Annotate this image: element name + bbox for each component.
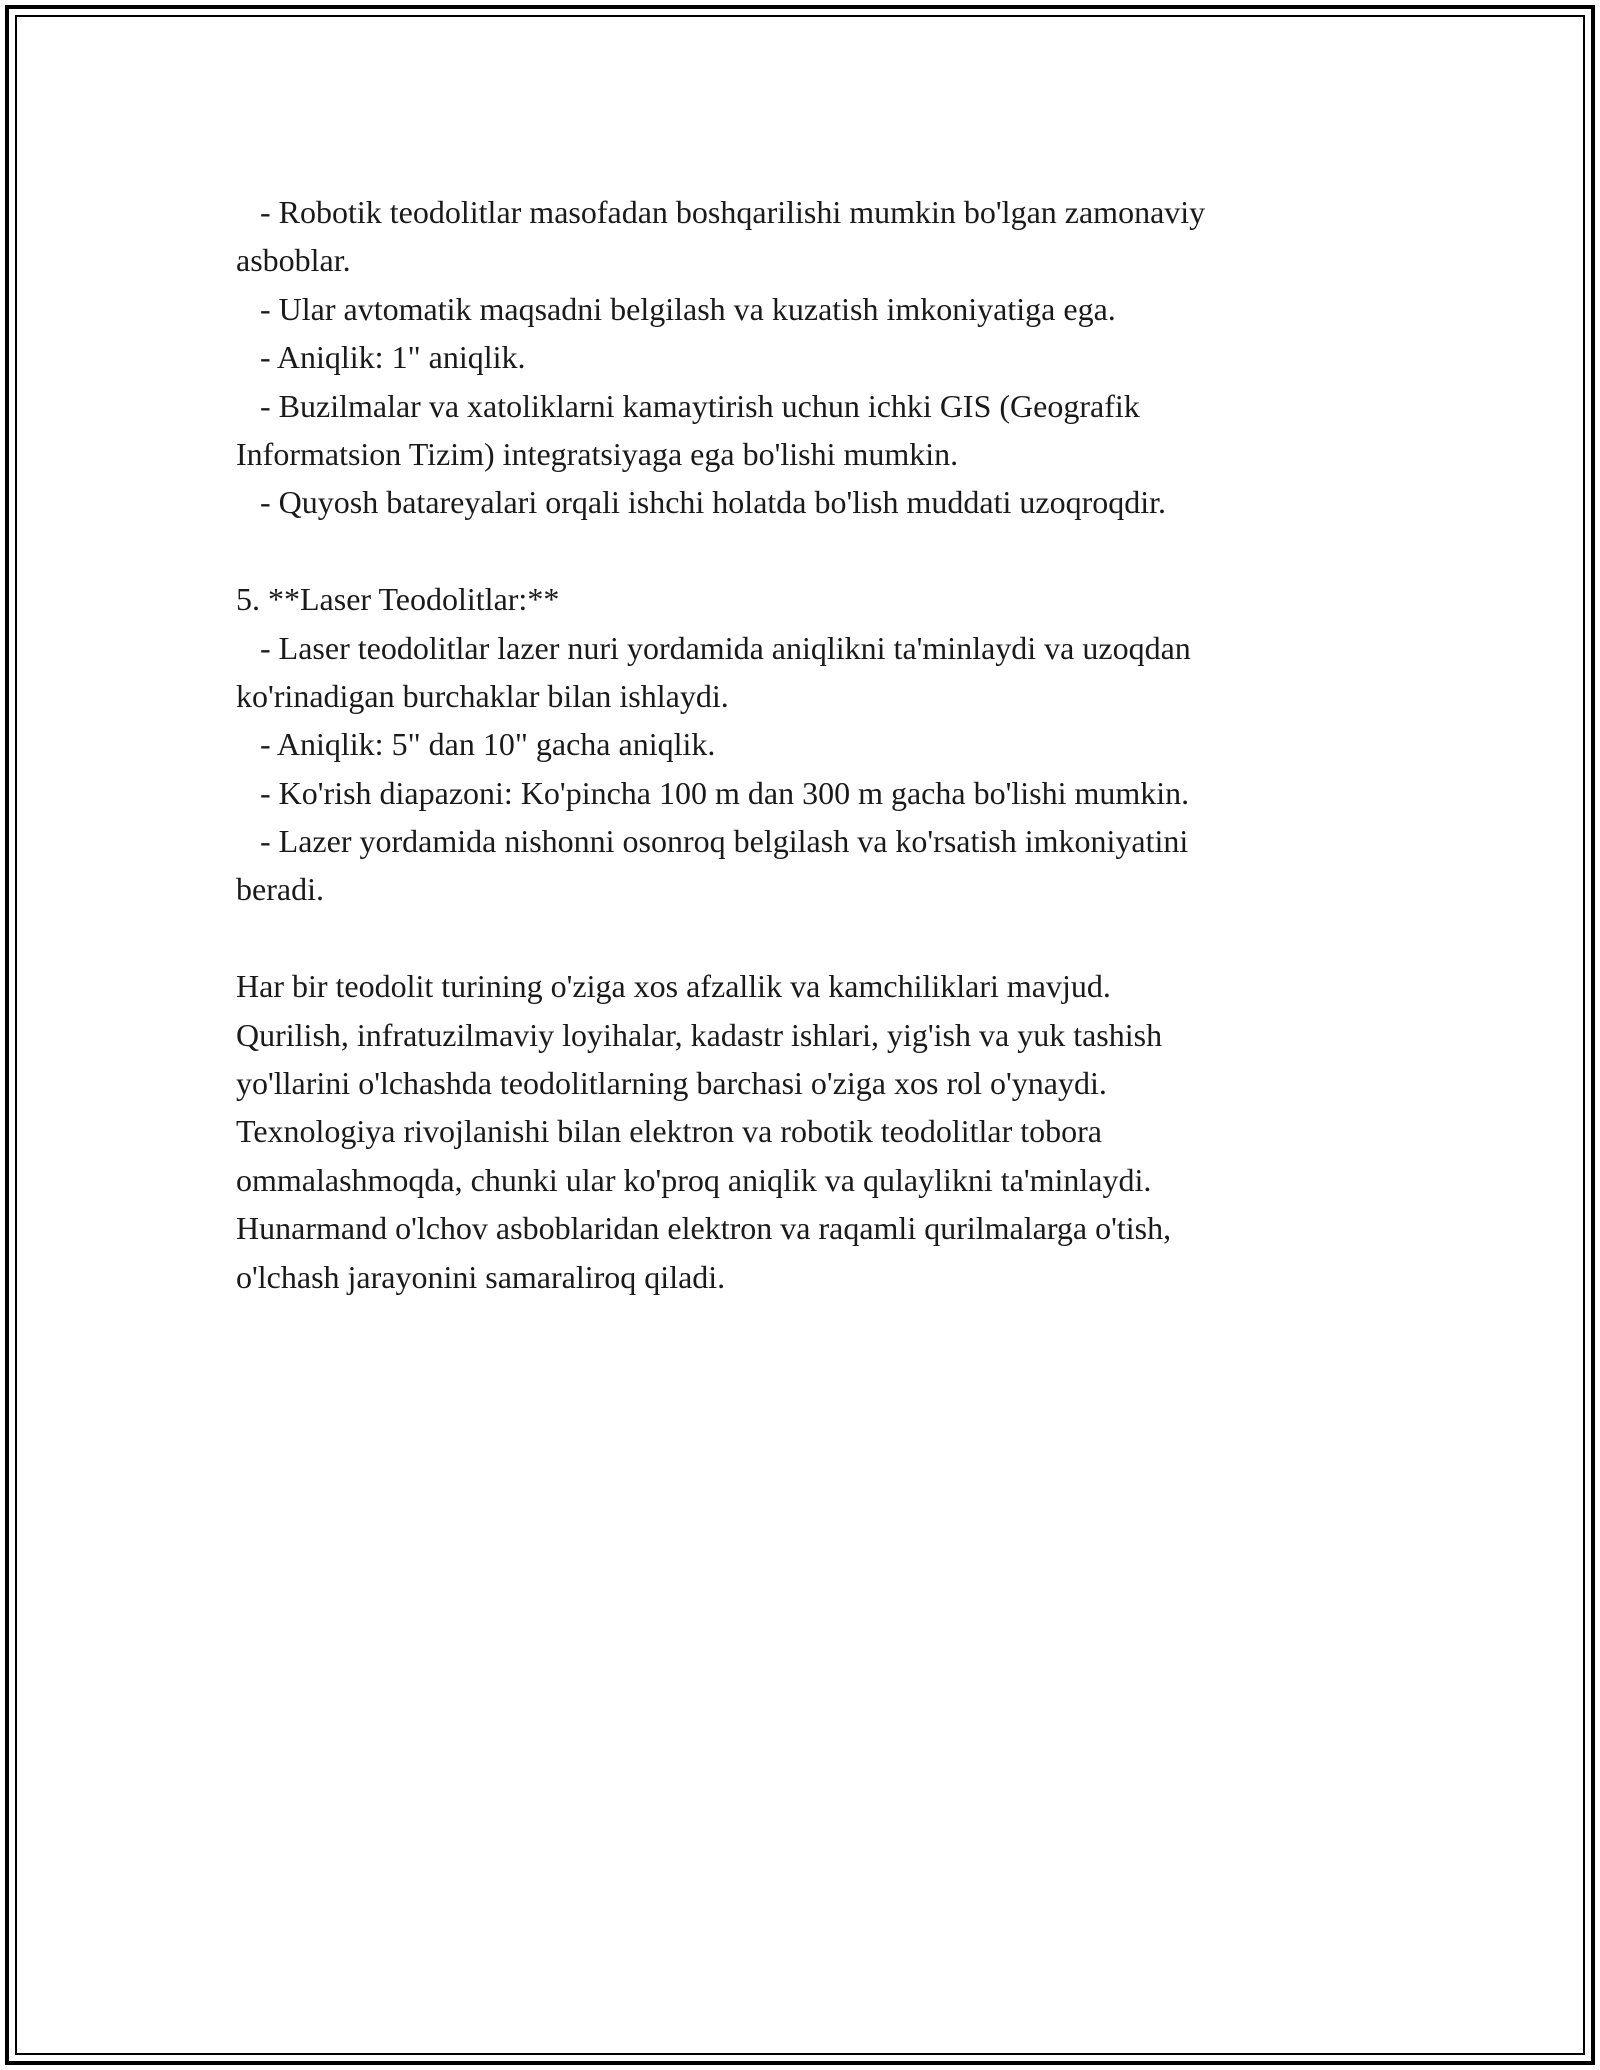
robotic-theodolites-section: [236, 188, 1376, 527]
text-line: beradi.: [236, 871, 324, 908]
document-body: [236, 188, 1376, 1301]
text-line: - Aniqlik: 1" aniqlik.: [236, 339, 526, 376]
text-line: - Buzilmalar va xatoliklarni kamaytirish uchun ichki GIS (Geografik: [236, 387, 1140, 424]
text-line: Hunarmand o'lchov asboblaridan elektron va raqamli qurilmalarga o'tish,: [236, 1210, 1172, 1247]
text-line: yo'llarini o'lchashda teodolitlarning barchasi o'ziga xos rol o'ynaydi.: [236, 1065, 1107, 1102]
text-line: - Robotik teodolitlar masofadan boshqarilishi mumkin bo'lgan zamonaviy: [236, 194, 1206, 230]
text-line: - Quyosh batareyalari orqali ishchi holatda bo'lish muddati uzoqroqdir.: [236, 484, 1166, 521]
text-line: - Laser teodolitlar lazer nuri yordamida aniqlikni ta'minlaydi va uzoqdan: [236, 629, 1191, 666]
conclusion-paragraph: [236, 962, 1376, 1301]
text-line: ommalashmoqda, chunki ular ko'proq aniqlik va qulaylikni ta'minlaydi.: [236, 1161, 1152, 1198]
laser-theodolites-section: [236, 575, 1376, 914]
text-line: Qurilish, infratuzilmaviy loyihalar, kadastr ishlari, yig'ish va yuk tashish: [236, 1016, 1163, 1053]
text-line: o'lchash jarayonini samaraliroq qiladi.: [236, 1258, 726, 1295]
text-line: Informatsion Tizim) integratsiyaga ega bo'lishi mumkin.: [236, 435, 959, 472]
text-line: asboblar.: [236, 242, 351, 279]
text-line: ko'rinadigan burchaklar bilan ishlaydi.: [236, 677, 729, 714]
section-heading: 5. **Laser Teodolitlar:**: [236, 581, 560, 618]
text-line: - Lazer yordamida nishonni osonroq belgilash va ko'rsatish imkoniyatini: [236, 823, 1189, 860]
text-line: - Ular avtomatik maqsadni belgilash va kuzatish imkoniyatiga ega.: [236, 290, 1116, 327]
paragraph-spacer: [236, 527, 1376, 575]
text-line: - Aniqlik: 5" dan 10" gacha aniqlik.: [236, 726, 716, 763]
paragraph-spacer: [236, 914, 1376, 962]
text-line: Texnologiya rivojlanishi bilan elektron va robotik teodolitlar tobora: [236, 1113, 1102, 1150]
text-line: Har bir teodolit turining o'ziga xos afzallik va kamchiliklari mavjud.: [236, 968, 1111, 1005]
text-line: - Ko'rish diapazoni: Ko'pincha 100 m dan 300 m gacha bo'lishi mumkin.: [236, 774, 1190, 811]
